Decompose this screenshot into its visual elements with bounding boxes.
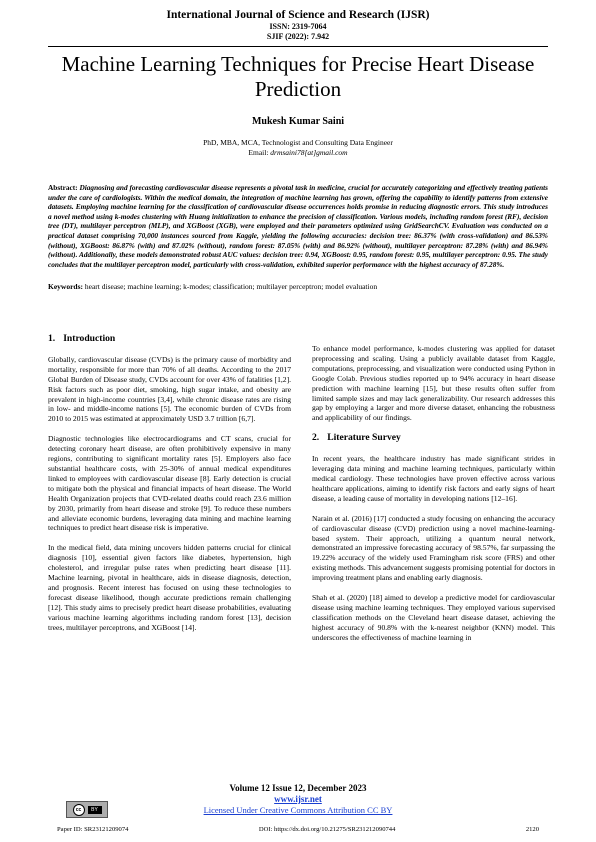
paragraph: To enhance model performance, k-modes clustering was applied for dataset preprocessing and scaling. Using a publicly available dataset from Kaggle, computations, preprocessing, and visualization were conducted using Python in Google Colab. Previous studies reported up to 94% accuracy in heart disease prediction with machine learning [15], but these results often suffer from limited sample sizes and may lack generalizability. Our research addresses this gap by employing a larger and more diverse dataset, enhancing the robustness and applicability of our findings. [312, 344, 555, 423]
volume-issue: Volume 12 Issue 12, December 2023 [229, 783, 367, 793]
keywords [48, 282, 548, 292]
author-name: Mukesh Kumar Saini [251, 116, 345, 127]
cc-by-license-icon[interactable] [66, 801, 108, 818]
left-column [48, 334, 291, 642]
paragraph: In recent years, the healthcare industry has made significant strides in leveraging data mining and machine learning techniques, particularly within medical cardiology. These technologies have proven effective across various healthcare applications, aiming to identify risk factors and early signs of heart disease, a leading cause of mortality in developing nations [12–16]. [312, 454, 555, 503]
author-affiliation-block [0, 138, 596, 158]
paragraph: In the medical field, data mining uncovers hidden patterns crucial for clinical diagnosis [10], essential given factors like diabetes, hypertension, high cholesterol, and irregular pulse rates when predicting heart disease [11]. Machine learning, pivotal in healthcare, aids in disease diagnosis, detection, and prognosis. Recent interest has focused on using these technologies to forecast disease likelihood, though accurate predictions remain challenging [12]. This study aims to precisely predict heart disease probabilities, evaluating various machine learning algorithms including random forest [13], decision trees, multilayer perceptrons, and XGBoost [14]. [48, 543, 291, 632]
journal-issn: ISSN: 2319-7064 [269, 22, 327, 31]
paragraph: Narain et al. (2016) [17] conducted a study focusing on enhancing the accuracy of cardiovascular disease (CVD) prediction using a novel machine-learning-based system. Their approach, utilizing a quantum neural network, demonstrated an impressive forecasting accuracy of 98.57%, far surpassing the 19.22% accuracy of the widely used Framingham risk score (FRS) and other existing methods. This advancement suggests promising potential for doctors in improving treatment plans and enabling early diagnosis. [312, 513, 555, 583]
section-number: 2. [312, 432, 320, 444]
footer-bottom-bar [57, 826, 539, 833]
journal-site-link[interactable]: www.ijsr.net [274, 794, 322, 804]
journal-name: International Journal of Science and Research (IJSR) [166, 9, 430, 21]
email-label: Email: [248, 148, 271, 157]
abstract-label: Abstract: [48, 183, 78, 192]
paper-title: Machine Learning Techniques for Precise Heart Disease Prediction [61, 52, 535, 101]
right-column [312, 344, 555, 653]
author-email-line [0, 148, 596, 158]
section-title: Literature Survey [327, 432, 401, 444]
paragraph: Shah et al. (2020) [18] aimed to develop a predictive model for cardiovascular disease using machine learning techniques. They employed various supervised classification methods on the Cleveland heart disease dataset, achieving the highest accuracy of 90.8% with the k-nearest neighbor (KNN) model. This underscores the effectiveness of machine learning in [312, 593, 555, 642]
by-icon: BY [88, 806, 102, 814]
doi-link[interactable]: DOI: https://dx.doi.org/10.21275/SR231212090744 [258, 826, 396, 833]
section-title: Introduction [63, 333, 116, 344]
section-number: 1. [48, 333, 56, 344]
paragraph: Diagnostic technologies like electrocardiograms and CT scans, crucial for detecting coronary heart disease, are often prohibitively expensive in many regions, contributing to significant mortality rates [5]. Employers also face substantial healthcare costs, with 25-30% of annual medical expenditures linked to employees with cardiovascular disease [8]. Early detection is crucial to mitigate both the physical and financial impacts of heart disease. The World Health Organization projects that CVD-related deaths could reach 23.6 million by 2030, primarily from heart disease and stroke [9]. To reduce these numbers and alleviate economic burdens, leveraging data mining and machine learning techniques to predict heart disease risk is imperative. [48, 434, 291, 533]
abstract-text: Diagnosing and forecasting cardiovascular disease represents a pivotal task in medicine, crucial for accurately categorizing and effectively treating patients under the care of cardiologists. Within the medical domain, the integration of machine learning has grown, offering the capability to identify patterns from extensive datasets. Employing machine learning for the classification of cardiovascular disease occurrences holds promise in reducing diagnostic errors. This study introduces a novel method using k-modes clustering with Huang initialization to enhance the precision of classification. Various models, including random forest (RF), decision tree (DT), multilayer perceptron (MLP), and XGBoost (XGB), were employed and their parameters optimized using GridSearchCV. Evaluation was conducted on a practical dataset comprising 70,000 instances sourced from Kaggle, yielding the following accuracies: decision tree: 86.37% (with cross-validation) and 86.53% (without), XGBoost: 86.87% (with) and 87.02% (without), random forest: 87.05% (with) and 86.92% (without), multilayer perceptron: 87.28% (with) and 86.94% (without). Additionally, these models demonstrated robust AUC values: decision tree: 0.94, XGBoost: 0.95, random forest: 0.95, multilayer perceptron: 0.95. The study concludes that the multilayer perceptron model, particularly with cross-validation, exhibited superior performance with the highest accuracy of 87.28%. [48, 183, 548, 269]
author-affiliation: PhD, MBA, MCA, Technologist and Consulting Data Engineer [203, 138, 393, 147]
cc-icon: cc [73, 804, 85, 816]
keywords-label: Keywords: [48, 282, 83, 291]
license-link[interactable]: Licensed Under Creative Commons Attribution CC BY [203, 805, 393, 815]
abstract [48, 183, 548, 269]
author-email[interactable]: drmsaini78[at]gmail.com [270, 148, 348, 157]
keywords-text: heart disease; machine learning; k-modes; classification; multilayer perceptron; model evaluation [84, 282, 378, 291]
paragraph: Globally, cardiovascular disease (CVDs) is the primary cause of morbidity and mortality, responsible for more than 70% of all deaths. According to the 2017 Global Burden of Disease study, CVDs account for over 43% of fatalities [1,2]. Risk factors such as poor diet, smoking, high sugar intake, and obesity are prevalent in high-income countries [3,4], while chronic disease rates are rising in low- and middle-income nations [5]. The economic burden of CVDs from 2010 to 2015 was estimated at approximately USD 3.7 trillion [6,7]. [48, 354, 291, 424]
page-number: 2120 [525, 826, 539, 833]
header-rule [48, 46, 548, 47]
section-heading-literature-survey [312, 433, 555, 443]
paper-id: Paper ID: SR23121209074 [57, 826, 129, 833]
section-heading-introduction [48, 334, 291, 344]
journal-header [0, 8, 596, 42]
journal-sjif: SJIF (2022): 7.942 [266, 32, 330, 41]
